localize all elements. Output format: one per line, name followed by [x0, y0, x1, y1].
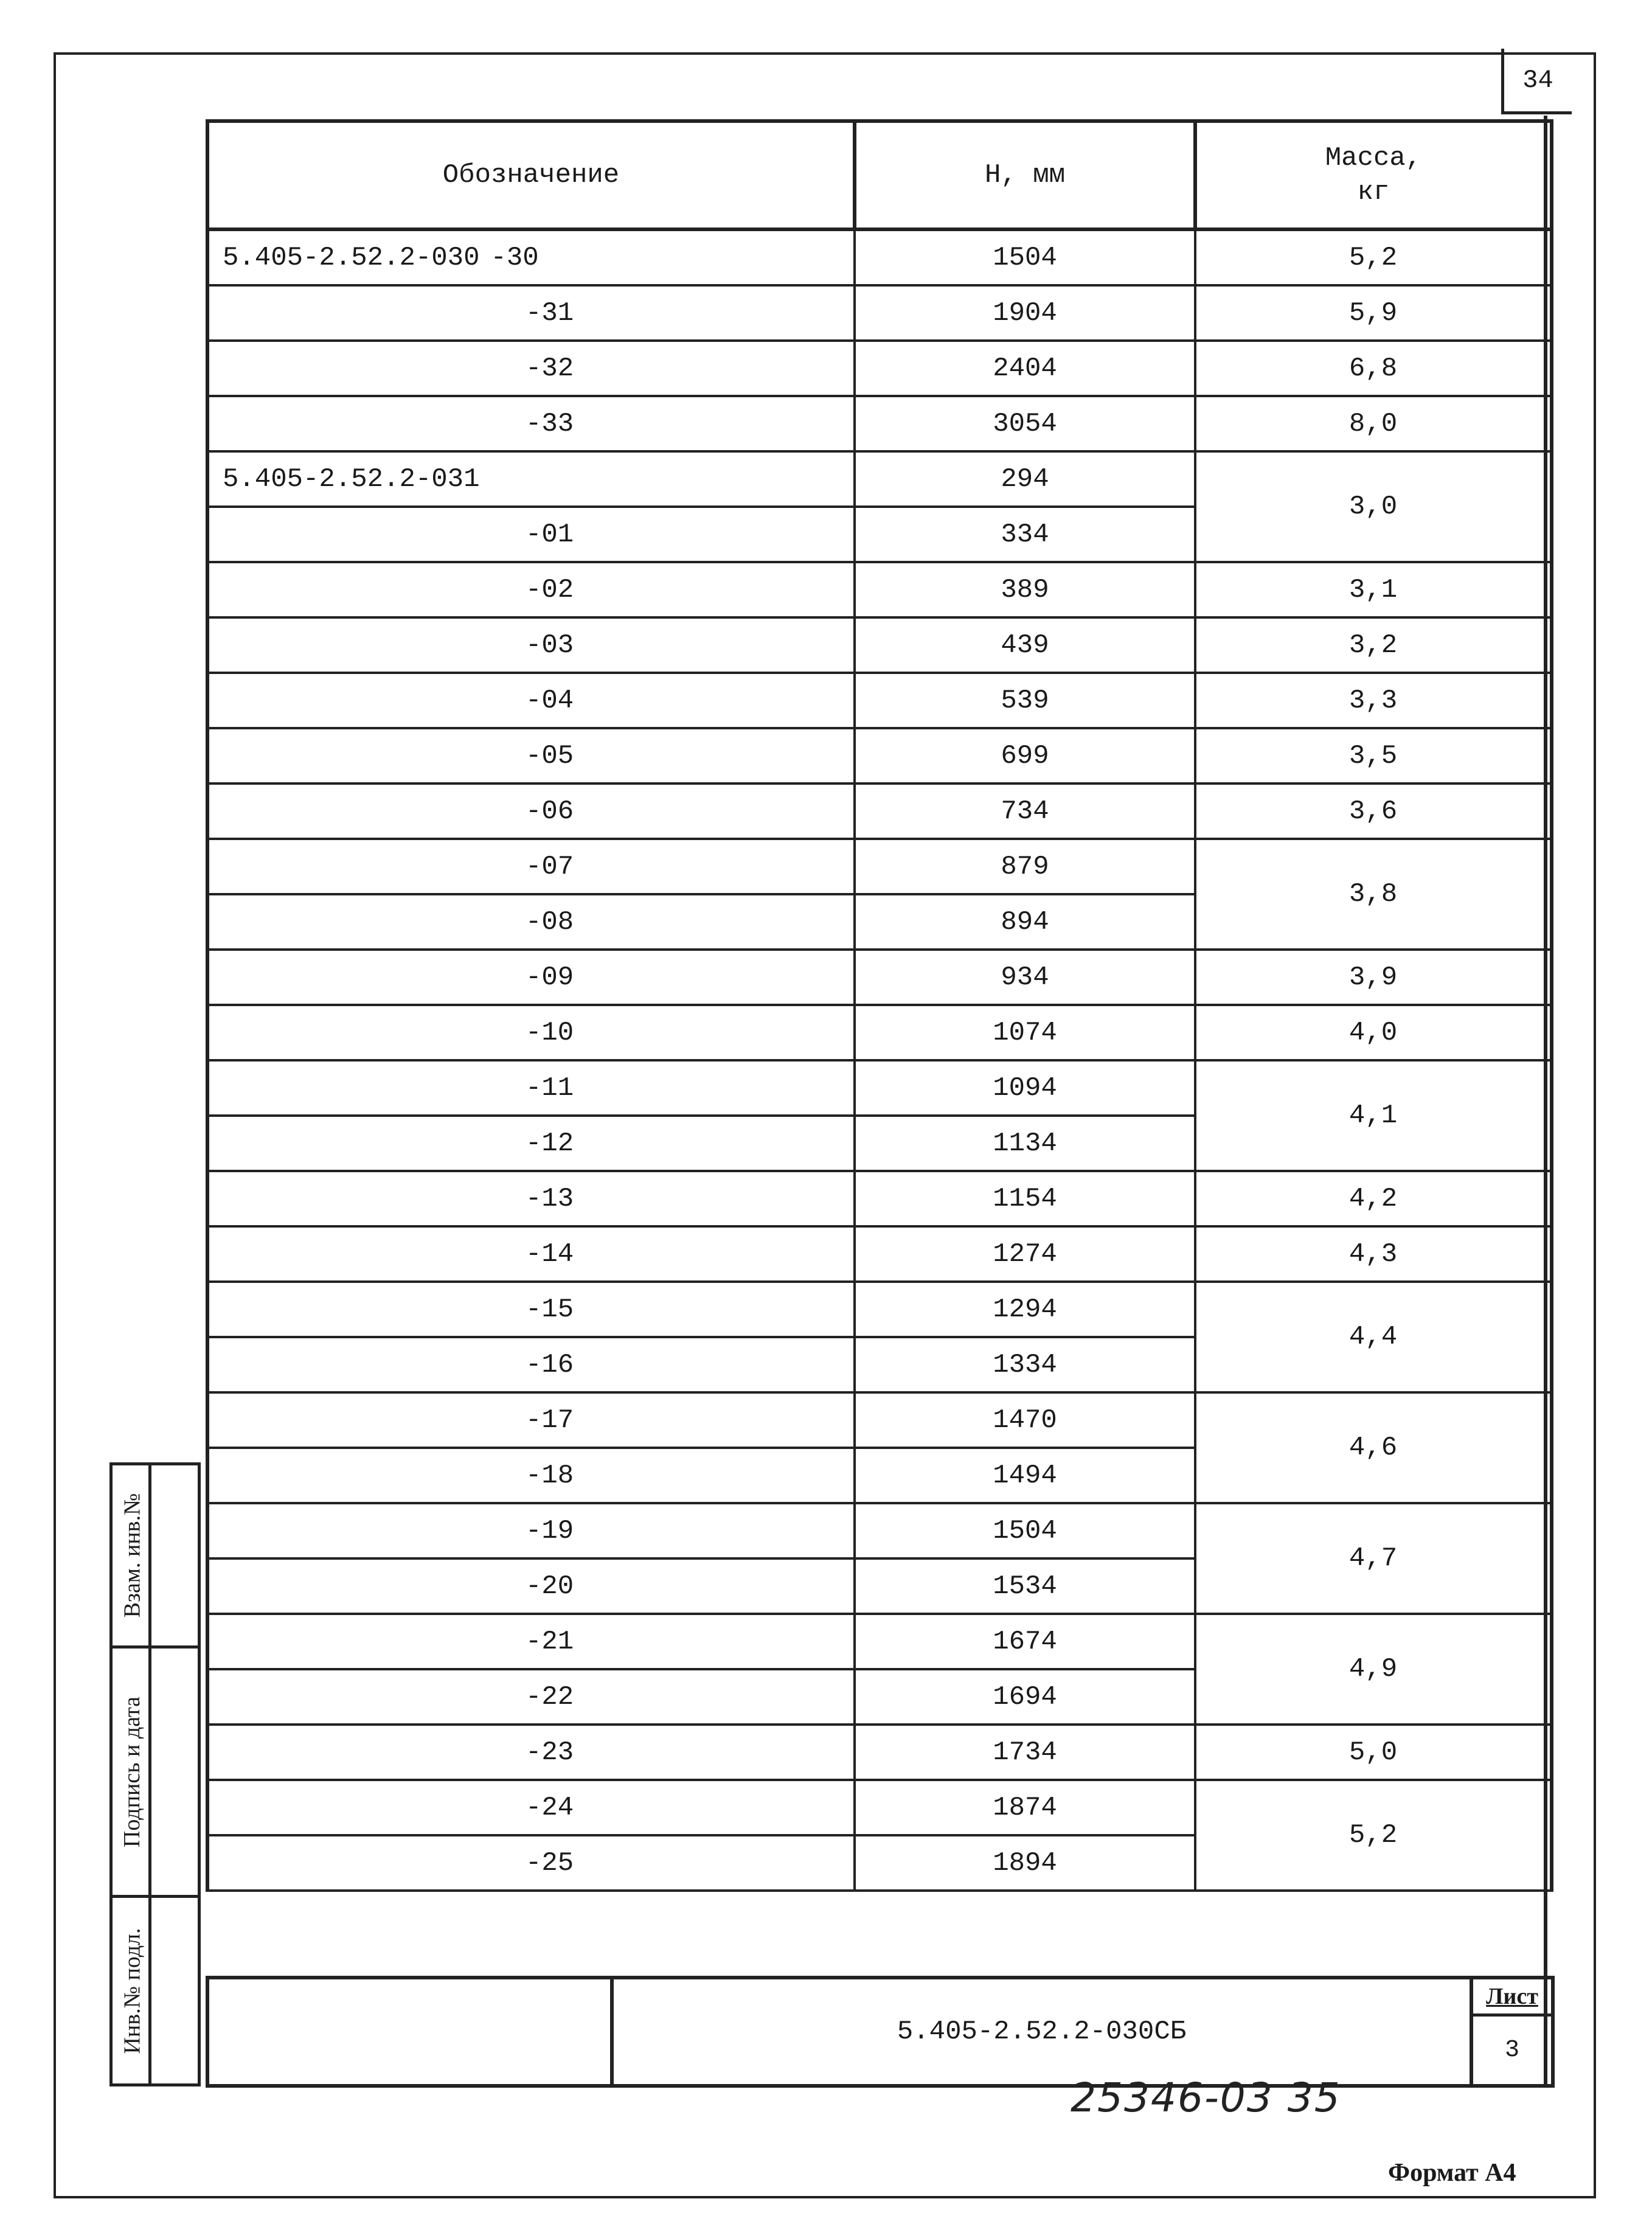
- header-designation: Обозначение: [207, 121, 855, 229]
- stamp-label-original-inv: Инв.№ подл.: [119, 1927, 145, 2054]
- sheet-label: Лист: [1473, 1979, 1551, 2017]
- designation-cell: [207, 783, 855, 839]
- mass-cell: 5,0: [1195, 1725, 1552, 1780]
- designation-suffix: -31: [526, 297, 574, 328]
- designation-suffix: -24: [526, 1792, 574, 1823]
- designation-cell: [207, 1171, 855, 1226]
- height-cell: 1334: [855, 1337, 1195, 1392]
- designation-suffix: -23: [526, 1737, 574, 1768]
- designation-cell: [207, 1503, 855, 1558]
- mass-cell: 3,1: [1195, 562, 1552, 617]
- stamp-label-signature-date: Подпись и дата: [119, 1696, 145, 1847]
- designation-suffix: -33: [526, 408, 574, 439]
- height-cell: 934: [855, 950, 1195, 1005]
- height-cell: 1274: [855, 1226, 1195, 1282]
- mass-cell: 4,3: [1195, 1226, 1552, 1282]
- sheet-cell: [1473, 1979, 1551, 2084]
- height-cell: 1470: [855, 1392, 1195, 1448]
- mass-cell: 3,9: [1195, 950, 1552, 1005]
- designation-suffix: -15: [526, 1294, 574, 1325]
- height-cell: 439: [855, 617, 1195, 673]
- table-row: [207, 285, 1552, 341]
- table-row: [207, 341, 1552, 396]
- mass-cell: 4,0: [1195, 1005, 1552, 1060]
- height-cell: 699: [855, 728, 1195, 783]
- designation-suffix: -12: [526, 1128, 574, 1159]
- mass-cell: 4,6: [1195, 1392, 1552, 1503]
- table-row: [207, 839, 1552, 894]
- table-row: [207, 1780, 1552, 1835]
- height-cell: 539: [855, 673, 1195, 728]
- designation-suffix: -11: [526, 1072, 574, 1103]
- designation-suffix: -05: [526, 740, 574, 771]
- table-header-row: [207, 121, 1552, 229]
- designation-suffix: -02: [526, 574, 574, 605]
- table-row: [207, 950, 1552, 1005]
- designation-cell: [207, 1614, 855, 1669]
- height-cell: 1674: [855, 1614, 1195, 1669]
- designation-cell: [207, 1392, 855, 1448]
- designation-suffix: -08: [526, 906, 574, 937]
- designation-suffix: -01: [526, 519, 574, 550]
- mass-cell: 5,2: [1195, 229, 1552, 285]
- designation-cell: [207, 1669, 855, 1725]
- table-row: [207, 562, 1552, 617]
- designation-cell: [207, 1448, 855, 1503]
- height-cell: 1734: [855, 1725, 1195, 1780]
- mass-cell: 4,1: [1195, 1060, 1552, 1171]
- designation-suffix: -04: [526, 685, 574, 716]
- designation-suffix: -16: [526, 1349, 574, 1380]
- table-row: [207, 1171, 1552, 1226]
- mass-cell: 3,5: [1195, 728, 1552, 783]
- table-row: [207, 673, 1552, 728]
- designation-base: 5.405-2.52.2-031: [223, 464, 480, 495]
- designation-cell: [207, 1282, 855, 1337]
- designation-cell: [207, 728, 855, 783]
- designation-suffix: -20: [526, 1571, 574, 1602]
- height-cell: 1694: [855, 1669, 1195, 1725]
- title-block-blank: [209, 1979, 614, 2084]
- mass-cell: 4,2: [1195, 1171, 1552, 1226]
- header-height: H, мм: [855, 121, 1195, 229]
- designation-cell: [207, 396, 855, 451]
- designation-suffix: -25: [526, 1847, 574, 1878]
- mass-cell: 3,2: [1195, 617, 1552, 673]
- designation-suffix: -13: [526, 1183, 574, 1214]
- designation-cell: [207, 673, 855, 728]
- designation-cell: [207, 1337, 855, 1392]
- designation-cell: [207, 1226, 855, 1282]
- height-cell: 1134: [855, 1116, 1195, 1171]
- height-cell: 1504: [855, 1503, 1195, 1558]
- document-code: 5.405-2.52.2-030СБ: [614, 1979, 1473, 2084]
- table-row: [207, 1392, 1552, 1448]
- designation-cell: [207, 1005, 855, 1060]
- height-cell: 879: [855, 839, 1195, 894]
- mass-cell: 3,8: [1195, 839, 1552, 950]
- designation-suffix: -19: [526, 1515, 574, 1546]
- height-cell: 1294: [855, 1282, 1195, 1337]
- height-cell: 1494: [855, 1448, 1195, 1503]
- mass-cell: 4,7: [1195, 1503, 1552, 1614]
- designation-suffix: -22: [526, 1681, 574, 1712]
- approval-stamp-column: [109, 1462, 201, 2086]
- designation-cell: [207, 562, 855, 617]
- table-row: [207, 1060, 1552, 1116]
- table-row: [207, 728, 1552, 783]
- height-cell: 334: [855, 507, 1195, 562]
- designation-suffix: -17: [526, 1405, 574, 1436]
- stamp-label-replaced-inv: Взам. инв.№: [119, 1493, 145, 1618]
- designation-cell: [207, 341, 855, 396]
- designation-cell: [207, 894, 855, 950]
- designation-cell: [207, 1558, 855, 1614]
- designation-cell: [207, 1060, 855, 1116]
- header-mass: [1195, 121, 1552, 229]
- table-row: [207, 783, 1552, 839]
- height-cell: 3054: [855, 396, 1195, 451]
- designation-suffix: -03: [526, 630, 574, 661]
- mass-cell: 8,0: [1195, 396, 1552, 451]
- height-cell: 389: [855, 562, 1195, 617]
- height-cell: 1094: [855, 1060, 1195, 1116]
- sheet-value: 3: [1504, 2037, 1519, 2064]
- table-row: [207, 451, 1552, 507]
- table-row: [207, 617, 1552, 673]
- designation-base: 5.405-2.52.2-030: [223, 242, 480, 273]
- table-row: [207, 229, 1552, 285]
- designation-cell: [207, 1780, 855, 1835]
- designation-cell: [207, 1116, 855, 1171]
- designation-suffix: -09: [526, 962, 574, 993]
- table-row: [207, 1614, 1552, 1669]
- specification-table: [206, 119, 1553, 1892]
- height-cell: 1894: [855, 1835, 1195, 1891]
- designation-cell: [207, 285, 855, 341]
- mass-cell: 5,2: [1195, 1780, 1552, 1891]
- mass-cell: 4,4: [1195, 1282, 1552, 1392]
- designation-cell: [207, 451, 855, 507]
- table-row: [207, 1503, 1552, 1558]
- mass-cell: 3,0: [1195, 451, 1552, 562]
- sheet-number: 34: [1501, 49, 1572, 114]
- height-cell: 1904: [855, 285, 1195, 341]
- designation-cell: [207, 839, 855, 894]
- table-row: [207, 1725, 1552, 1780]
- height-cell: 1504: [855, 229, 1195, 285]
- mass-cell: 4,9: [1195, 1614, 1552, 1725]
- designation-cell: [207, 1835, 855, 1891]
- height-cell: 2404: [855, 341, 1195, 396]
- mass-cell: 3,3: [1195, 673, 1552, 728]
- height-cell: 1074: [855, 1005, 1195, 1060]
- designation-cell: [207, 950, 855, 1005]
- designation-suffix: -30: [490, 242, 539, 273]
- mass-cell: 3,6: [1195, 783, 1552, 839]
- designation-suffix: -21: [526, 1626, 574, 1657]
- title-block: [206, 1976, 1555, 2088]
- table-row: [207, 1226, 1552, 1282]
- designation-suffix: -07: [526, 851, 574, 882]
- designation-cell: [207, 229, 855, 285]
- table-row: [207, 1005, 1552, 1060]
- height-cell: 734: [855, 783, 1195, 839]
- mass-cell: 6,8: [1195, 341, 1552, 396]
- header-mass-line2: кг: [1357, 177, 1390, 207]
- designation-suffix: -10: [526, 1017, 574, 1048]
- designation-suffix: -32: [526, 353, 574, 384]
- designation-suffix: -18: [526, 1460, 574, 1491]
- height-cell: 1154: [855, 1171, 1195, 1226]
- designation-cell: [207, 617, 855, 673]
- header-mass-line1: Масса,: [1325, 143, 1422, 173]
- handwritten-archive-number: 25346-03 35: [1071, 2074, 1341, 2121]
- designation-cell: [207, 507, 855, 562]
- format-label: Формат А4: [1388, 2159, 1516, 2187]
- height-cell: 1874: [855, 1780, 1195, 1835]
- table-row: [207, 1282, 1552, 1337]
- table-row: [207, 396, 1552, 451]
- designation-suffix: -06: [526, 796, 574, 827]
- height-cell: 294: [855, 451, 1195, 507]
- designation-cell: [207, 1725, 855, 1780]
- height-cell: 894: [855, 894, 1195, 950]
- designation-suffix: -14: [526, 1239, 574, 1270]
- height-cell: 1534: [855, 1558, 1195, 1614]
- mass-cell: 5,9: [1195, 285, 1552, 341]
